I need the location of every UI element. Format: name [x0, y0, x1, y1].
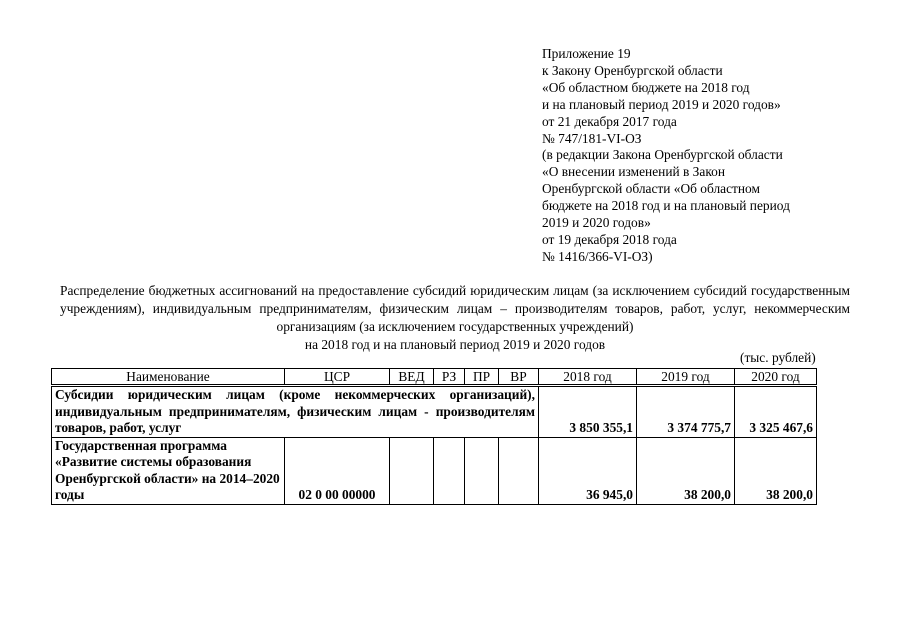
annex-line: от 19 декабря 2018 года	[542, 231, 677, 247]
annex-line: «Об областном бюджете на 2018 год	[542, 79, 750, 95]
title-period: на 2018 год и на плановый период 2019 и 2020 годов	[304, 337, 606, 352]
header-name: Наименование	[52, 369, 285, 386]
header-2020: 2020 год	[735, 369, 817, 386]
annex-line: (в редакции Закона Оренбургской области	[542, 147, 783, 163]
row-2019: 38 200,0	[637, 437, 735, 504]
row-pr	[465, 437, 499, 504]
row-name: Субсидии юридическим лицам (кроме некоммерческих организаций), индивидуальным предпринимателям, физическим лицам - производителям товаров, работ, услуг	[52, 386, 539, 438]
table-row	[52, 437, 817, 504]
annex-line: № 747/181-VI-ОЗ	[542, 130, 642, 146]
row-ved	[390, 437, 434, 504]
annex-line: «О внесении изменений в Закон	[542, 164, 726, 180]
header-rz: РЗ	[434, 369, 465, 386]
annex-line: Приложение 19	[542, 46, 631, 61]
annex-line: 2019 и 2020 годов»	[542, 215, 651, 231]
table-row	[52, 386, 817, 438]
row-name: Государственная программа «Развитие системы образования Оренбургской области» на 2014–2020 годы	[52, 437, 285, 504]
annex-line: и на плановый период 2019 и 2020 годов»	[542, 96, 781, 112]
header-2018: 2018 год	[539, 369, 637, 386]
annex-line: № 1416/366-VI-ОЗ)	[542, 248, 653, 264]
row-2020: 3 325 467,6	[735, 386, 817, 438]
row-vr	[499, 437, 539, 504]
annex-line: к Закону Оренбургской области	[542, 62, 723, 78]
annex-line: от 21 декабря 2017 года	[542, 113, 677, 129]
title-main: Распределение бюджетных ассигнований на предоставление субсидий юридическим лицам (за исключением субсидий государственным учреждениям), индивидуальным предпринимателям, физическим лицам – производителям товаров, работ, услуг, некоммерческим организациям (за исключением государственных учреждений)	[60, 283, 850, 334]
row-2019: 3 374 775,7	[637, 386, 735, 438]
budget-table	[51, 368, 817, 505]
document-title	[60, 282, 850, 354]
table-header-row	[52, 369, 817, 386]
annex-line: бюджете на 2018 год и на плановый период	[542, 198, 790, 214]
row-2018: 36 945,0	[539, 437, 637, 504]
row-2020: 38 200,0	[735, 437, 817, 504]
row-rz	[434, 437, 465, 504]
annex-line: Оренбургской области «Об областном	[542, 181, 760, 197]
row-csr: 02 0 00 00000	[285, 437, 390, 504]
header-csr: ЦСР	[285, 369, 390, 386]
row-2018: 3 850 355,1	[539, 386, 637, 438]
header-vr: ВР	[499, 369, 539, 386]
annex-header	[542, 46, 872, 266]
header-ved: ВЕД	[390, 369, 434, 386]
header-pr: ПР	[465, 369, 499, 386]
header-2019: 2019 год	[637, 369, 735, 386]
units-note: (тыс. рублей)	[740, 350, 816, 365]
